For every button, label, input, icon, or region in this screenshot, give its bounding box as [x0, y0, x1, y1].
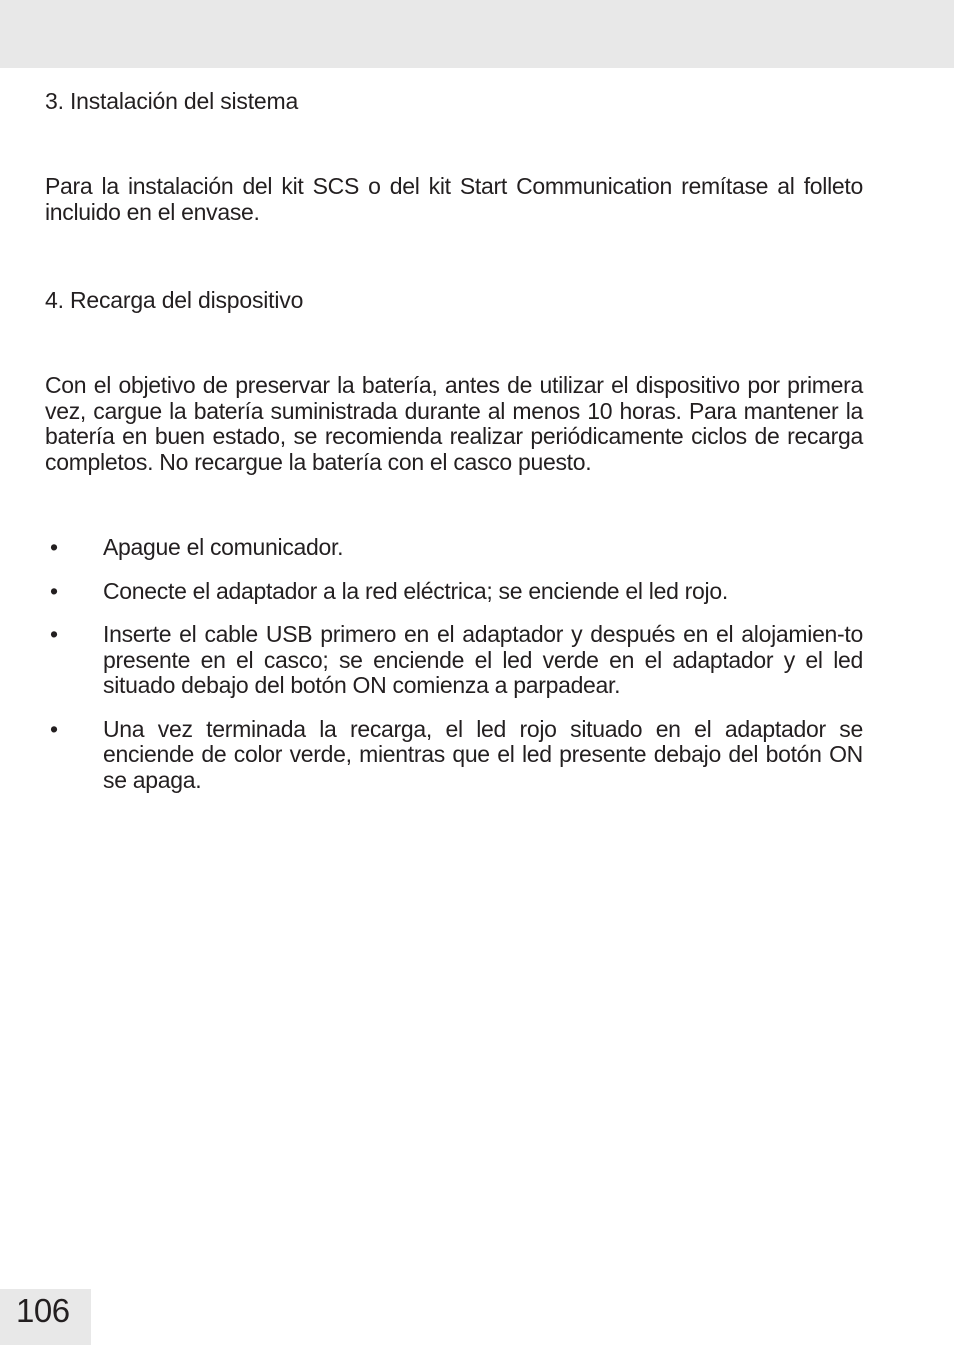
list-item: [45, 622, 863, 699]
bullet-icon: •: [50, 577, 58, 604]
bullet-icon: •: [50, 621, 58, 647]
list-item: [45, 535, 863, 561]
list-item-text: Apague el comunicador.: [103, 534, 344, 560]
recharge-steps-list: [45, 535, 863, 793]
list-item-text: Una vez terminada la recarga, el led rojo situado en el adaptador se enciende de color verde, mientras que el led presente debajo del botón ON se apaga.: [103, 715, 863, 793]
bullet-icon: •: [50, 534, 58, 560]
header-band: [0, 0, 954, 68]
list-item-text: Inserte el cable USB primero en el adaptador y después en el alojamien-to presente en el casco; se enciende el led verde en el adaptador y el led situado debajo del botón ON comienza a parpadear.: [103, 621, 863, 698]
list-item: [45, 579, 863, 605]
recharge-paragraph: Con el objetivo de preservar la batería, antes de utilizar el dispositivo por primera vez, cargue la batería suministrada durante al menos 10 horas. Para mantener la batería en buen estado, se recomienda realizar periódicamente ciclos de recarga completos. No recargue la batería con el casco puesto.: [45, 372, 863, 475]
list-item-text: Conecte el adaptador a la red eléctrica; se enciende el led rojo.: [103, 577, 728, 604]
bullet-icon: •: [50, 715, 58, 742]
installation-paragraph: Para la instalación del kit SCS o del kit Start Communication remítase al folleto incluido en el envase.: [45, 173, 863, 225]
list-item: [45, 717, 863, 794]
document-body: [45, 86, 863, 811]
section-heading-recharge: 4. Recarga del dispositivo: [45, 287, 304, 313]
page-number: 106: [16, 1292, 70, 1329]
section-heading-installation: 3. Instalación del sistema: [45, 88, 299, 114]
